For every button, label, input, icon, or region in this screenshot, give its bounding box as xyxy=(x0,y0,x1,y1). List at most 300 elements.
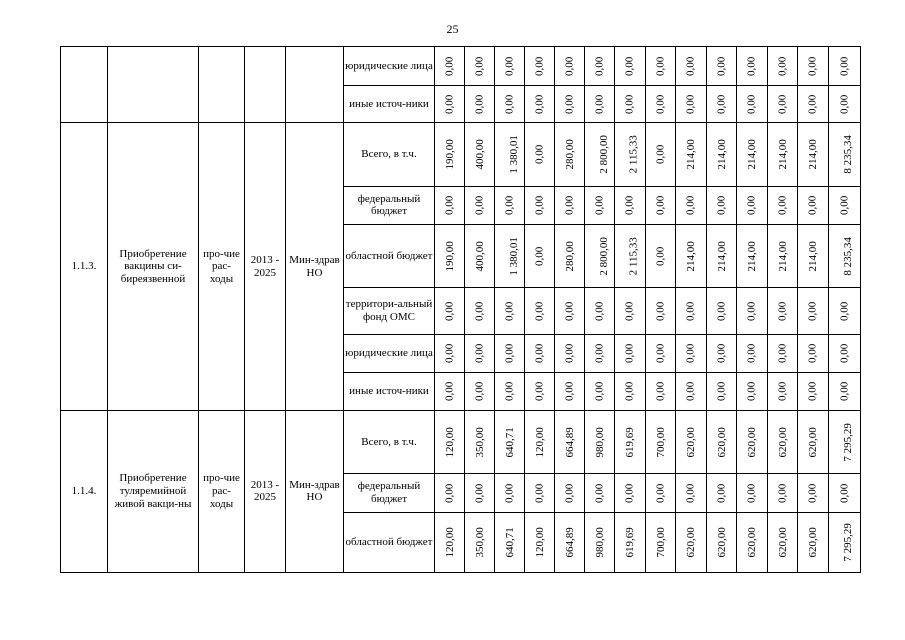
year-value-cell xyxy=(676,47,707,86)
year-value-cell xyxy=(737,47,768,86)
amount-value: 640,71 xyxy=(503,426,516,458)
total-value-cell xyxy=(829,123,861,186)
amount-value: 0,00 xyxy=(745,195,758,216)
year-value-cell xyxy=(707,410,737,473)
year-value-cell xyxy=(435,47,465,86)
amount-value: 0,00 xyxy=(563,301,576,321)
year-value-cell xyxy=(707,123,737,186)
year-value-cell xyxy=(465,335,495,373)
year-value-cell xyxy=(615,85,646,123)
amount-value: 0,00 xyxy=(563,381,576,402)
amount-value: 0,00 xyxy=(806,94,819,114)
year-value-cell xyxy=(495,123,525,186)
amount-value: 0,00 xyxy=(533,381,546,402)
year-value-cell xyxy=(555,186,585,225)
item-code: 1.1.3. xyxy=(61,123,108,410)
year-value-cell xyxy=(676,186,707,225)
item-period: 2013 - 2025 xyxy=(245,123,286,410)
amount-value: 0,00 xyxy=(443,483,456,503)
amount-value: 120,00 xyxy=(533,527,546,558)
amount-value: 0,00 xyxy=(715,56,728,76)
empty-cell xyxy=(61,47,108,123)
amount-value: 0,00 xyxy=(715,344,728,364)
total-value-cell xyxy=(829,512,861,572)
amount-value: 214,00 xyxy=(715,240,728,272)
item-name: Приобретение туляремийной живой вакци-ны xyxy=(108,410,199,572)
amount-value: 0,00 xyxy=(443,56,456,76)
amount-value: 0,00 xyxy=(623,381,636,402)
amount-value: 0,00 xyxy=(776,195,789,216)
amount-value: 0,00 xyxy=(503,483,516,503)
year-value-cell xyxy=(707,85,737,123)
amount-value: 0,00 xyxy=(806,381,819,402)
amount-value: 0,00 xyxy=(776,483,789,503)
amount-value: 0,00 xyxy=(684,301,697,321)
amount-value: 0,00 xyxy=(593,381,606,402)
table-row xyxy=(61,123,861,186)
year-value-cell xyxy=(646,512,676,572)
amount-value: 0,00 xyxy=(593,195,606,216)
amount-value: 0,00 xyxy=(563,483,576,503)
year-value-cell xyxy=(798,85,829,123)
year-value-cell xyxy=(798,474,829,513)
empty-cell xyxy=(108,47,199,123)
amount-value: 0,00 xyxy=(806,301,819,321)
year-value-cell xyxy=(676,225,707,287)
amount-value: 0,00 xyxy=(776,381,789,402)
amount-value: 400,00 xyxy=(473,240,486,272)
year-value-cell xyxy=(798,186,829,225)
amount-value: 0,00 xyxy=(623,56,636,76)
amount-value: 8 235,34 xyxy=(841,236,854,276)
year-value-cell xyxy=(737,410,768,473)
amount-value: 0,00 xyxy=(684,381,697,402)
amount-value: 190,00 xyxy=(443,240,456,272)
amount-value: 120,00 xyxy=(443,426,456,458)
amount-value: 214,00 xyxy=(715,139,728,170)
year-value-cell xyxy=(555,85,585,123)
year-value-cell xyxy=(465,186,495,225)
funding-source-label: Всего, в т.ч. xyxy=(344,123,435,186)
amount-value: 0,00 xyxy=(776,301,789,321)
amount-value: 0,00 xyxy=(443,195,456,216)
amount-value: 664,89 xyxy=(563,426,576,458)
year-value-cell xyxy=(555,512,585,572)
year-value-cell xyxy=(646,225,676,287)
year-value-cell xyxy=(435,474,465,513)
year-value-cell xyxy=(465,512,495,572)
amount-value: 0,00 xyxy=(654,56,667,76)
funding-source-label: иные источ-ники xyxy=(344,85,435,123)
amount-value: 214,00 xyxy=(684,240,697,272)
amount-value: 0,00 xyxy=(654,94,667,114)
year-value-cell xyxy=(798,225,829,287)
amount-value: 0,00 xyxy=(776,344,789,364)
amount-value: 0,00 xyxy=(684,56,697,76)
year-value-cell xyxy=(798,47,829,86)
amount-value: 0,00 xyxy=(473,483,486,503)
amount-value: 0,00 xyxy=(715,483,728,503)
amount-value: 0,00 xyxy=(654,301,667,321)
empty-cell xyxy=(286,47,344,123)
table-row xyxy=(61,47,861,86)
year-value-cell xyxy=(465,287,495,335)
amount-value: 0,00 xyxy=(806,56,819,76)
amount-value: 0,00 xyxy=(473,381,486,402)
year-value-cell xyxy=(676,410,707,473)
amount-value: 0,00 xyxy=(623,94,636,114)
year-value-cell xyxy=(525,410,555,473)
amount-value: 0,00 xyxy=(838,94,851,114)
year-value-cell xyxy=(615,225,646,287)
year-value-cell xyxy=(676,512,707,572)
year-value-cell xyxy=(435,512,465,572)
page-number: 25 xyxy=(446,22,459,36)
amount-value: 0,00 xyxy=(593,483,606,503)
year-value-cell xyxy=(525,123,555,186)
year-value-cell xyxy=(676,474,707,513)
amount-value: 0,00 xyxy=(503,381,516,402)
year-value-cell xyxy=(646,287,676,335)
amount-value: 0,00 xyxy=(745,301,758,321)
year-value-cell xyxy=(737,123,768,186)
year-value-cell xyxy=(495,335,525,373)
amount-value: 0,00 xyxy=(533,301,546,321)
amount-value: 0,00 xyxy=(745,56,758,76)
year-value-cell xyxy=(465,373,495,411)
amount-value: 0,00 xyxy=(623,301,636,321)
amount-value: 640,71 xyxy=(503,527,516,558)
year-value-cell xyxy=(707,225,737,287)
amount-value: 0,00 xyxy=(473,56,486,76)
amount-value: 1 380,01 xyxy=(507,236,520,276)
year-value-cell xyxy=(495,410,525,473)
amount-value: 0,00 xyxy=(593,94,606,114)
year-value-cell xyxy=(615,335,646,373)
year-value-cell xyxy=(737,335,768,373)
amount-value: 0,00 xyxy=(654,344,667,364)
item-code: 1.1.4. xyxy=(61,410,108,572)
year-value-cell xyxy=(768,225,798,287)
item-executor: Мин-здрав НО xyxy=(286,123,344,410)
year-value-cell xyxy=(707,512,737,572)
year-value-cell xyxy=(707,474,737,513)
year-value-cell xyxy=(525,335,555,373)
total-value-cell xyxy=(829,225,861,287)
year-value-cell xyxy=(555,287,585,335)
year-value-cell xyxy=(615,123,646,186)
amount-value: 0,00 xyxy=(838,195,851,216)
amount-value: 0,00 xyxy=(684,483,697,503)
year-value-cell xyxy=(525,474,555,513)
amount-value: 980,00 xyxy=(593,527,606,558)
amount-value: 2 800,00 xyxy=(597,135,610,174)
year-value-cell xyxy=(646,47,676,86)
amount-value: 0,00 xyxy=(563,94,576,114)
amount-value: 214,00 xyxy=(745,240,758,272)
year-value-cell xyxy=(465,123,495,186)
year-value-cell xyxy=(798,512,829,572)
year-value-cell xyxy=(495,512,525,572)
year-value-cell xyxy=(555,225,585,287)
funding-source-label: федеральный бюджет xyxy=(344,186,435,225)
total-value-cell xyxy=(829,186,861,225)
amount-value: 620,00 xyxy=(684,527,697,558)
year-value-cell xyxy=(615,287,646,335)
year-value-cell xyxy=(585,186,615,225)
total-value-cell xyxy=(829,410,861,473)
empty-cell xyxy=(199,47,245,123)
amount-value: 620,00 xyxy=(806,426,819,458)
year-value-cell xyxy=(615,47,646,86)
amount-value: 664,89 xyxy=(563,527,576,558)
item-cost-type: про-чие рас-ходы xyxy=(199,123,245,410)
year-value-cell xyxy=(495,47,525,86)
amount-value: 0,00 xyxy=(806,344,819,364)
year-value-cell xyxy=(465,474,495,513)
year-value-cell xyxy=(768,512,798,572)
amount-value: 0,00 xyxy=(715,94,728,114)
year-value-cell xyxy=(676,287,707,335)
year-value-cell xyxy=(525,186,555,225)
year-value-cell xyxy=(646,335,676,373)
year-value-cell xyxy=(585,335,615,373)
amount-value: 0,00 xyxy=(715,195,728,216)
amount-value: 619,69 xyxy=(623,426,636,458)
amount-value: 0,00 xyxy=(443,94,456,114)
funding-source-label: Всего, в т.ч. xyxy=(344,410,435,473)
amount-value: 0,00 xyxy=(684,94,697,114)
amount-value: 190,00 xyxy=(443,139,456,170)
amount-value: 620,00 xyxy=(715,527,728,558)
amount-value: 0,00 xyxy=(684,195,697,216)
amount-value: 0,00 xyxy=(838,56,851,76)
year-value-cell xyxy=(646,474,676,513)
amount-value: 0,00 xyxy=(473,301,486,321)
amount-value: 350,00 xyxy=(473,426,486,458)
year-value-cell xyxy=(465,85,495,123)
year-value-cell xyxy=(525,287,555,335)
item-executor: Мин-здрав НО xyxy=(286,410,344,572)
amount-value: 1 380,01 xyxy=(507,135,520,174)
amount-value: 619,69 xyxy=(623,527,636,558)
amount-value: 700,00 xyxy=(654,527,667,558)
year-value-cell xyxy=(646,410,676,473)
funding-source-label: федеральный бюджет xyxy=(344,474,435,513)
funding-source-label: областной бюджет xyxy=(344,512,435,572)
year-value-cell xyxy=(768,474,798,513)
amount-value: 620,00 xyxy=(715,426,728,458)
amount-value: 214,00 xyxy=(806,240,819,272)
amount-value: 0,00 xyxy=(593,56,606,76)
year-value-cell xyxy=(707,186,737,225)
year-value-cell xyxy=(525,85,555,123)
funding-source-label: областной бюджет xyxy=(344,225,435,287)
amount-value: 620,00 xyxy=(776,426,789,458)
year-value-cell xyxy=(707,335,737,373)
year-value-cell xyxy=(646,85,676,123)
year-value-cell xyxy=(768,47,798,86)
year-value-cell xyxy=(495,373,525,411)
amount-value: 0,00 xyxy=(563,56,576,76)
year-value-cell xyxy=(495,287,525,335)
amount-value: 0,00 xyxy=(533,195,546,216)
year-value-cell xyxy=(585,47,615,86)
budget-table xyxy=(60,46,861,573)
amount-value: 0,00 xyxy=(745,381,758,402)
item-period: 2013 - 2025 xyxy=(245,410,286,572)
amount-value: 0,00 xyxy=(503,195,516,216)
amount-value: 214,00 xyxy=(776,240,789,272)
amount-value: 0,00 xyxy=(563,195,576,216)
amount-value: 0,00 xyxy=(654,246,667,266)
amount-value: 0,00 xyxy=(745,94,758,114)
total-value-cell xyxy=(829,335,861,373)
year-value-cell xyxy=(525,512,555,572)
year-value-cell xyxy=(768,123,798,186)
amount-value: 620,00 xyxy=(806,527,819,558)
item-cost-type: про-чие рас-ходы xyxy=(199,410,245,572)
year-value-cell xyxy=(646,123,676,186)
year-value-cell xyxy=(798,373,829,411)
year-value-cell xyxy=(525,47,555,86)
amount-value: 2 115,33 xyxy=(627,236,640,275)
amount-value: 0,00 xyxy=(776,56,789,76)
year-value-cell xyxy=(525,225,555,287)
amount-value: 0,00 xyxy=(503,301,516,321)
year-value-cell xyxy=(585,512,615,572)
amount-value: 0,00 xyxy=(776,94,789,114)
total-value-cell xyxy=(829,47,861,86)
amount-value: 0,00 xyxy=(654,144,667,165)
amount-value: 0,00 xyxy=(684,344,697,364)
year-value-cell xyxy=(615,186,646,225)
amount-value: 280,00 xyxy=(563,139,576,170)
amount-value: 0,00 xyxy=(533,94,546,114)
amount-value: 0,00 xyxy=(533,246,546,266)
amount-value: 0,00 xyxy=(838,301,851,321)
year-value-cell xyxy=(676,85,707,123)
funding-source-label: территори-альный фонд ОМС xyxy=(344,287,435,335)
amount-value: 7 295,29 xyxy=(841,523,854,562)
total-value-cell xyxy=(829,287,861,335)
amount-value: 0,00 xyxy=(443,301,456,321)
amount-value: 350,00 xyxy=(473,527,486,558)
year-value-cell xyxy=(798,287,829,335)
year-value-cell xyxy=(495,186,525,225)
year-value-cell xyxy=(615,474,646,513)
amount-value: 0,00 xyxy=(533,56,546,76)
year-value-cell xyxy=(737,512,768,572)
amount-value: 0,00 xyxy=(745,344,758,364)
year-value-cell xyxy=(585,225,615,287)
year-value-cell xyxy=(676,335,707,373)
funding-source-label: иные источ-ники xyxy=(344,373,435,411)
amount-value: 0,00 xyxy=(838,483,851,503)
year-value-cell xyxy=(615,373,646,411)
year-value-cell xyxy=(707,47,737,86)
table-row xyxy=(61,410,861,473)
year-value-cell xyxy=(495,474,525,513)
amount-value: 0,00 xyxy=(654,483,667,503)
year-value-cell xyxy=(435,335,465,373)
amount-value: 0,00 xyxy=(473,195,486,216)
amount-value: 214,00 xyxy=(776,139,789,170)
year-value-cell xyxy=(768,373,798,411)
amount-value: 620,00 xyxy=(745,426,758,458)
item-name: Приобретение вакцины си-бирeязвенной xyxy=(108,123,199,410)
year-value-cell xyxy=(435,225,465,287)
amount-value: 0,00 xyxy=(533,144,546,165)
amount-value: 280,00 xyxy=(563,240,576,272)
amount-value: 120,00 xyxy=(533,426,546,458)
amount-value: 0,00 xyxy=(838,381,851,402)
amount-value: 2 800,00 xyxy=(597,236,610,276)
amount-value: 120,00 xyxy=(443,527,456,558)
year-value-cell xyxy=(798,335,829,373)
amount-value: 400,00 xyxy=(473,139,486,170)
year-value-cell xyxy=(585,85,615,123)
amount-value: 980,00 xyxy=(593,426,606,458)
year-value-cell xyxy=(737,287,768,335)
amount-value: 0,00 xyxy=(473,94,486,114)
total-value-cell xyxy=(829,474,861,513)
year-value-cell xyxy=(707,373,737,411)
amount-value: 0,00 xyxy=(623,344,636,364)
amount-value: 0,00 xyxy=(503,94,516,114)
amount-value: 700,00 xyxy=(654,426,667,458)
amount-value: 0,00 xyxy=(563,344,576,364)
amount-value: 7 295,29 xyxy=(841,422,854,462)
total-value-cell xyxy=(829,85,861,123)
amount-value: 2 115,33 xyxy=(627,135,640,174)
year-value-cell xyxy=(768,335,798,373)
year-value-cell xyxy=(555,335,585,373)
amount-value: 620,00 xyxy=(776,527,789,558)
year-value-cell xyxy=(555,373,585,411)
year-value-cell xyxy=(737,186,768,225)
year-value-cell xyxy=(798,410,829,473)
year-value-cell xyxy=(768,410,798,473)
year-value-cell xyxy=(435,287,465,335)
year-value-cell xyxy=(585,373,615,411)
year-value-cell xyxy=(585,474,615,513)
amount-value: 0,00 xyxy=(806,483,819,503)
year-value-cell xyxy=(615,512,646,572)
year-value-cell xyxy=(555,123,585,186)
year-value-cell xyxy=(495,225,525,287)
year-value-cell xyxy=(435,410,465,473)
amount-value: 0,00 xyxy=(745,483,758,503)
amount-value: 214,00 xyxy=(806,139,819,170)
year-value-cell xyxy=(555,47,585,86)
year-value-cell xyxy=(525,373,555,411)
amount-value: 0,00 xyxy=(838,344,851,364)
amount-value: 0,00 xyxy=(593,344,606,364)
amount-value: 0,00 xyxy=(503,344,516,364)
amount-value: 0,00 xyxy=(443,381,456,402)
year-value-cell xyxy=(768,85,798,123)
year-value-cell xyxy=(585,410,615,473)
amount-value: 620,00 xyxy=(684,426,697,458)
amount-value: 0,00 xyxy=(443,344,456,364)
funding-source-label: юридические лица xyxy=(344,335,435,373)
amount-value: 8 235,34 xyxy=(841,135,854,174)
year-value-cell xyxy=(646,373,676,411)
amount-value: 0,00 xyxy=(533,483,546,503)
year-value-cell xyxy=(465,225,495,287)
year-value-cell xyxy=(737,474,768,513)
